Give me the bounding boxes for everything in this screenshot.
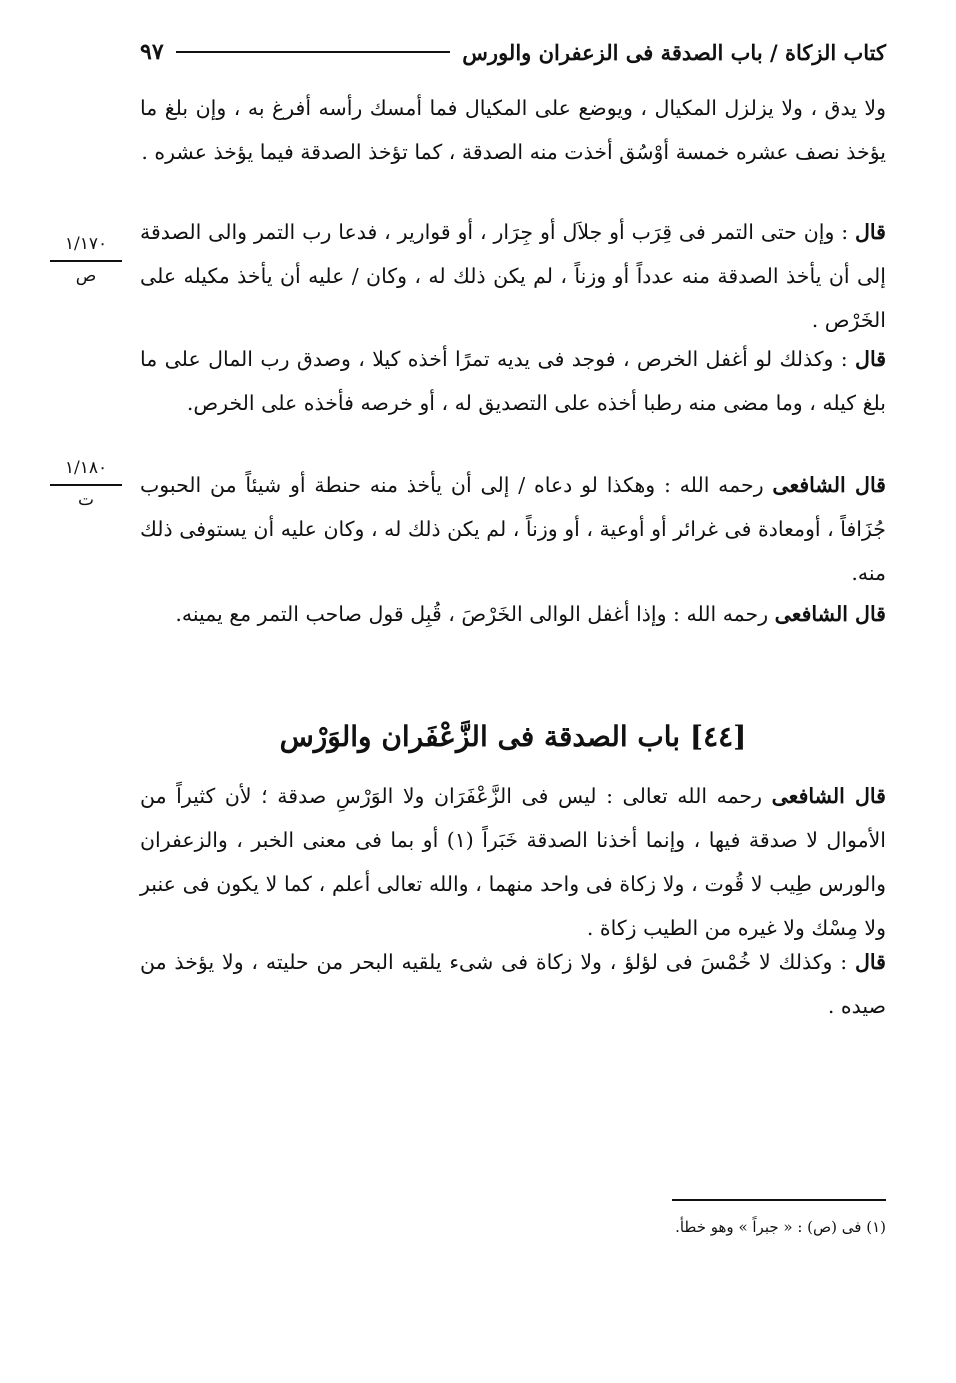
paragraph	[140, 940, 886, 1028]
paragraph-text: : وكذلك لا خُمْسَ فى لؤلؤ ، ولا زكاة فى شىء يلقيه البحر من حليته ، ولا يؤخذ من صيده .	[140, 950, 886, 1018]
paragraph-text: رحمه الله : وإذا أغفل الوالى الخَرْصَ ، قُبِل قول صاحب التمر مع يمينه.	[175, 602, 769, 626]
paragraph-lead: قال الشافعى	[771, 784, 886, 808]
page-number: ٩٧	[140, 39, 164, 65]
section-heading: [٤٤] باب الصدقة فى الزَّعْفَران والوَرْس	[279, 720, 747, 753]
paragraph-text: : وكذلك لو أغفل الخرص ، فوجد فى يديه تمرًا أخذه كيلا ، وصدق رب المال على ما بلغ كيله ، وما مضى منه رطبا أخذه على التصديق له ، أو خرصه فأخذه على الخرص.	[140, 347, 886, 415]
paragraph-text: رحمه الله تعالى : ليس فى الزَّعْفَرَان ولا الوَرْسِ صدقة ؛ لأن كثيراً من الأموال لا صدقة فيها ، وإنما أخذنا الصدقة خَبَراً (١) أو بما فى معنى الخبر ، والزعفران والورس طِيب لا قُوت ، ولا زكاة فى واحد منهما ، والله تعالى أعلم ، كما لا يكون فى عنبر ولا مِسْك ولا غيره من الطيب زكاة .	[140, 784, 886, 940]
header-rule	[176, 51, 451, 53]
paragraph	[140, 337, 886, 425]
margin-note-ref: ١/١٧٠	[50, 232, 122, 262]
paragraph-lead: قال الشافعى	[772, 473, 886, 497]
paragraph-lead: قال الشافعى	[774, 602, 886, 626]
paragraph-text: رحمه الله : وهكذا لو دعاه / إلى أن يأخذ منه حنطة أو شيئاً من الحبوب جُزَافاً ، أومعادة فى غرائر أو أوعية ، أو وزناً ، لم يكن ذلك له ، وكان عليه أن يستوفى ذلك منه.	[140, 473, 886, 585]
margin-note-manuscript: ص	[75, 266, 97, 286]
paragraph-lead: قال	[855, 347, 886, 371]
paragraph-lead: قال	[855, 220, 886, 244]
margin-note	[50, 456, 122, 512]
margin-note-ref: ١/١٨٠	[50, 456, 122, 486]
paragraph	[140, 463, 886, 595]
paragraph	[140, 592, 886, 636]
running-title: كتاب الزكاة / باب الصدقة فى الزعفران والورس	[462, 39, 886, 65]
paragraph-text: ولا يدق ، ولا يزلزل المكيال ، ويوضع على المكيال فما أمسك رأسه أفرغ به ، وإن بلغ ما يؤخذ نصف عشره خمسة أوْسُق أخذت منه الصدقة ، كما تؤخذ الصدقة فيما يؤخذ عشره .	[140, 96, 886, 164]
footnote-rule	[672, 1199, 886, 1201]
margin-note	[50, 232, 122, 288]
paragraph	[140, 774, 886, 950]
paragraph-lead: قال	[855, 950, 886, 974]
footnote: (١) فى (ص) : « جبراً » وهو خطأ.	[675, 1218, 886, 1236]
margin-note-manuscript: ت	[77, 490, 94, 510]
paragraph	[140, 86, 886, 174]
paragraph	[140, 210, 886, 342]
paragraph-text: : وإن حتى التمر فى قِرَب أو جلاَل أو جِرَار ، أو قوارير ، فدعا رب التمر والى الصدقة إلى أن يأخذ الصدقة منه عدداً أو وزناً ، لم يكن ذلك له ، وكان / عليه أن يأخذ مكيله على الخَرْص .	[140, 220, 886, 332]
running-header	[140, 32, 886, 72]
